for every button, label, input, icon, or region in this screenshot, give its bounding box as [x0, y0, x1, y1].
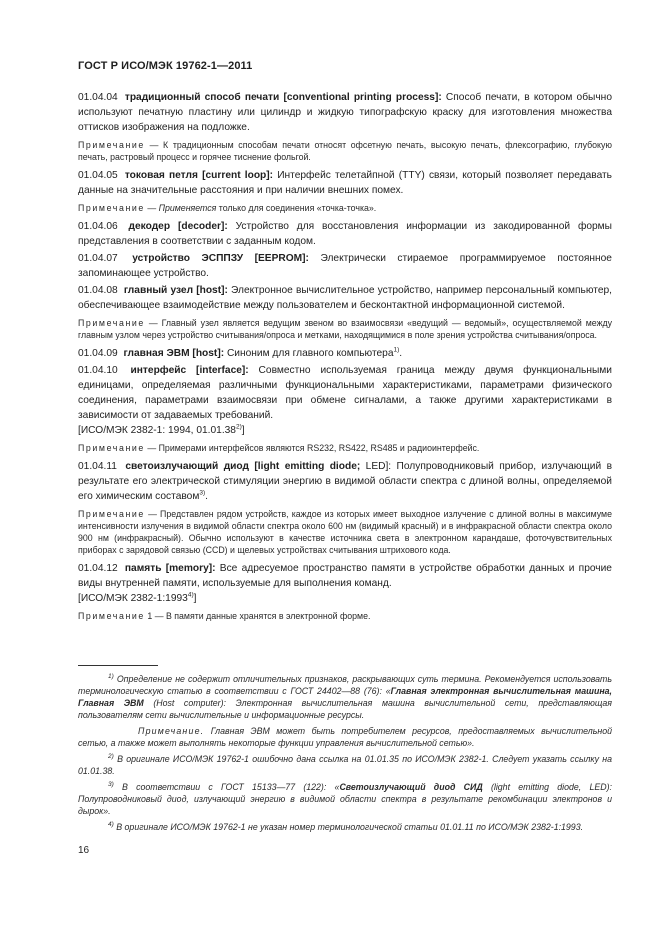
- note-label: Примечание: [78, 443, 145, 453]
- term-number: 01.04.08: [78, 285, 118, 296]
- term-english: [current loop]:: [202, 170, 274, 181]
- term-entry: [78, 90, 612, 135]
- note-label: Примечание: [78, 611, 145, 621]
- term-english: [decoder]:: [177, 221, 228, 232]
- term-definition: Совместно используемая граница между двумя функциональными единицами, определяемая различными функциональными характеристиками, параметрами физического соединения, параметрами взаимосвязи при обмене сигналами, а также другими характеристиками в зависимости от задаваемых требований.: [78, 365, 612, 421]
- note-text: — Представлен рядом устройств, каждое из которых имеет выходное излучение с длиной волны в максимуме интенсивности излучения в видимой области спектра около 600 нм (видимый красный) и в инфракрасной области спектра около 900 нм (инфракрасный). Обычно используют в качестве источника света в электронном карандаше, фоточувствительных приборах с зарядовой связью (CCD) и щелевых устройствах считывания штрихового кода.: [78, 509, 612, 555]
- footnotes: [78, 673, 612, 837]
- term-english: [memory]:: [165, 563, 216, 574]
- terms-content: [78, 90, 612, 627]
- term-definition: Синоним для главного компьютера: [224, 348, 394, 359]
- note-italic-text: Применяется: [158, 203, 217, 213]
- footnote-text: В оригинале ИСО/МЭК 19762-1 ошибочно дана ссылка на 01.01.35 по ИСО/МЭК 2382-1. Следует указать ссылку на 01.01.38.: [78, 754, 612, 776]
- note: [78, 202, 612, 214]
- term-name: декодер: [128, 221, 171, 232]
- term-definition: Устройство для восстановления информации из закодированной формы представления в соответствии с заданным кодом.: [78, 221, 612, 247]
- term-number: 01.04.12: [78, 563, 118, 574]
- source-text-end: ]: [241, 425, 245, 436]
- term-definition: Электрически стираемое программируемое постоянное запоминающее устройство.: [78, 253, 612, 279]
- footnote-ref: 2): [235, 423, 242, 431]
- term-name: токовая петля: [124, 170, 198, 181]
- term-definition: Полупроводниковый прибор, излучающий в результате его электрической стимуляции энергию в видимой области спектра с длиной волны, определяемой его химическим составом: [78, 461, 612, 502]
- note: [78, 317, 612, 341]
- term-definition: Электронное вычислительное устройство, например персональный компьютер, обеспечивающее взаимодействие между пользователем и бесконтактной информационной системой.: [78, 285, 612, 311]
- footnote-text: Главная ЭВМ может быть потребителем ресурсов, предоставляемых вычислительной сетью, а также может выполнять некоторые функции управления вычислительной сетью».: [78, 726, 612, 748]
- term-number: 01.04.09: [78, 348, 118, 359]
- note: [78, 139, 612, 163]
- term-name: главный узел: [123, 285, 194, 296]
- footnote: [78, 753, 612, 777]
- note: [78, 508, 612, 556]
- note: [78, 442, 612, 454]
- term-entry: [78, 168, 612, 198]
- note-label: Примечание: [78, 318, 145, 328]
- term-entry: [78, 251, 612, 281]
- footnote: [78, 781, 612, 817]
- note-text: только для соединения «точка-точка».: [216, 203, 377, 213]
- term-end: .: [205, 491, 208, 502]
- term-english: [interface]:: [196, 365, 249, 376]
- footnote-text: В соответствии с ГОСТ 15133—77 (122): «: [113, 782, 340, 792]
- term-definition: Все адресуемое пространство памяти в устройстве обработки данных и прочие виды внутренней памяти, используемые для выполнения команд.: [78, 563, 612, 589]
- footnote-ref: 3): [199, 489, 206, 497]
- footnote-ref: 4): [187, 591, 194, 599]
- term-english: [conventional printing process]:: [283, 92, 442, 103]
- note-text: —: [144, 203, 159, 213]
- source-text-end: ]: [193, 593, 197, 604]
- source-reference: [78, 423, 612, 438]
- note-text: 1 — В памяти данные хранятся в электронной форме.: [144, 611, 371, 621]
- term-name: устройство ЭСППЗУ: [132, 253, 244, 264]
- note-label: Примечание: [78, 509, 145, 519]
- footnote: [78, 821, 612, 833]
- footnote-term: Главная электронная вычислительная машина, Главная ЭВМ: [78, 686, 612, 708]
- footnote-text: (Host computer): Электронная вычислительная машина вычислительной сети, представляющая пользователям сети вычислительные и информационные ресурсы.: [78, 698, 613, 720]
- source-reference: [78, 591, 612, 606]
- footnote-divider: [78, 665, 158, 666]
- term-entry: [78, 219, 612, 249]
- footnote-marker: 3): [108, 781, 114, 789]
- footnote-marker: 4): [108, 821, 114, 829]
- term-number: 01.04.05: [78, 170, 118, 181]
- footnote-text: (light emitting diode, LED): Полупроводниковый диод, излучающий энергию в видимой области спектра в результате рекомбинации электронов и дырок».: [78, 782, 612, 816]
- term-english-abbr: LED]:: [360, 461, 392, 472]
- footnote-marker: 1): [108, 673, 114, 681]
- term-entry: [78, 363, 612, 423]
- note-label: Примечание: [78, 140, 145, 150]
- footnote-ref: 1): [393, 346, 400, 354]
- note: [78, 610, 612, 622]
- term-definition: Интерфейс телетайпной (TTY) связи, который позволяет передавать данные на значительные расстояния и при наличии внешних помех.: [78, 170, 612, 196]
- term-name: интерфейс: [130, 365, 187, 376]
- footnote-marker: 2): [108, 753, 114, 761]
- footnote-term: Светоизлучающий диод СИД: [339, 782, 483, 792]
- term-name: память: [124, 563, 162, 574]
- term-number: 01.04.07: [78, 253, 118, 264]
- note-text: — Примерами интерфейсов являются RS232, RS422, RS485 и радиоинтерфейс.: [144, 443, 480, 453]
- term-entry: [78, 561, 612, 591]
- term-number: 01.04.04: [78, 92, 118, 103]
- term-english: [EEPROM]:: [254, 253, 309, 264]
- source-text: [ИСО/МЭК 2382-1: 1994, 01.01.38: [78, 425, 236, 436]
- page-number: 16: [78, 845, 90, 856]
- footnote-note-label: Примечание.: [138, 726, 205, 736]
- footnote: [78, 673, 612, 721]
- note-text: — Главный узел является ведущим звеном во взаимосвязи «ведущий — ведомый», осуществляемой между главным узлом через устройство считывания/опроса и метками, находящимися в поле зрения устройства считывания/опроса.: [78, 318, 612, 340]
- source-text: [ИСО/МЭК 2382-1:1993: [78, 593, 188, 604]
- footnote-text: Определение не содержит отличительных признаков, раскрывающих суть термина. Рекомендуется использовать терминологическую статью в соответствии с ГОСТ 24402—88 (76): «: [78, 674, 612, 696]
- term-number: 01.04.10: [78, 365, 118, 376]
- footnote-text: В оригинале ИСО/МЭК 19762-1 не указан номер терминологической статьи 01.01.11 по ИСО/МЭК 2382-1:1993.: [113, 822, 584, 832]
- term-english: [host]:: [192, 348, 225, 359]
- document-header: ГОСТ Р ИСО/МЭК 19762-1—2011: [78, 60, 253, 72]
- term-english: [light emitting diode;: [254, 461, 361, 472]
- term-entry: [78, 283, 612, 313]
- footnote-note: [78, 725, 612, 749]
- term-name: светоизлучающий диод: [125, 461, 249, 472]
- term-name: традиционный способ печати: [124, 92, 280, 103]
- term-entry: [78, 346, 612, 361]
- term-definition: Способ печати, в котором обычно используют печатную пластину или цилиндр и жидкую типографскую краску для изготовления множества оттисков изображения на подложке.: [78, 92, 612, 133]
- term-name: главная ЭВМ: [123, 348, 190, 359]
- term-end: .: [399, 348, 403, 359]
- note-label: Примечание: [78, 203, 145, 213]
- term-entry: [78, 459, 612, 504]
- term-number: 01.04.11: [78, 461, 117, 472]
- term-english: [host]:: [196, 285, 228, 296]
- term-number: 01.04.06: [78, 221, 118, 232]
- note-text: — К традиционным способам печати относят офсетную печать, высокую печать, флексографию, глубокую печать, растровый процесс и горячее тиснение фольгой.: [78, 140, 612, 162]
